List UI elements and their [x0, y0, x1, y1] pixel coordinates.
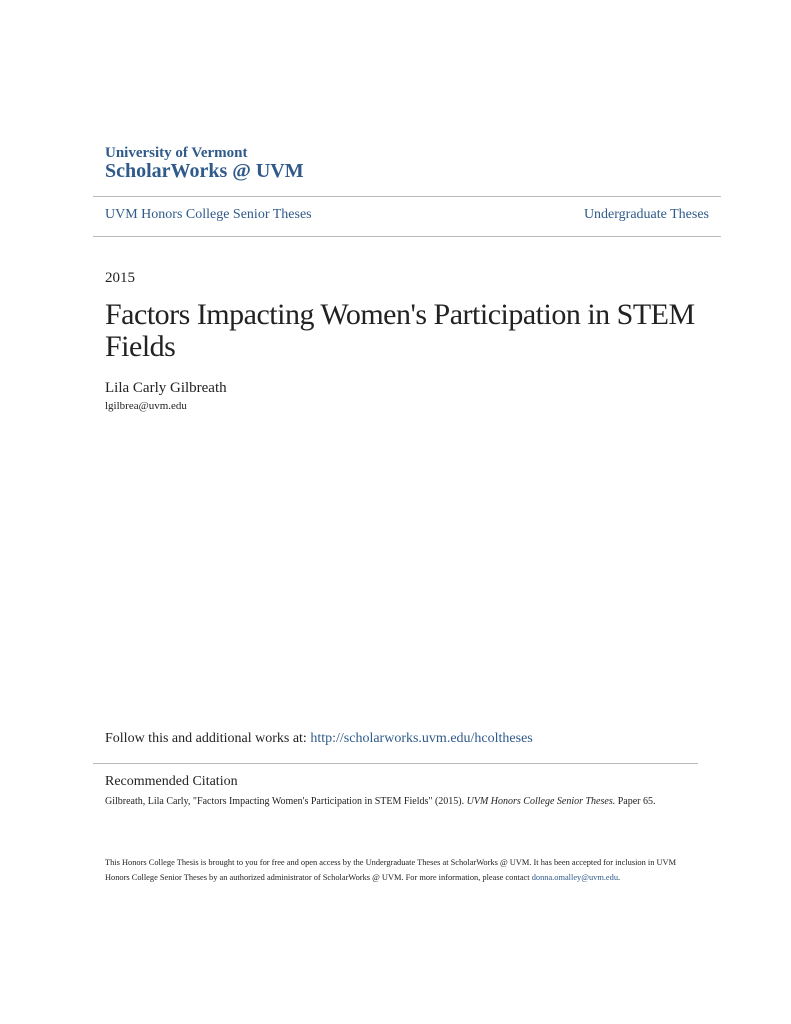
- notice-text: This Honors College Thesis is brought to you for free and open access by the Undergraduate Theses at ScholarWorks @ UVM. It has been accepted for inclusion in UVM Honors College Senior Theses by an authorized administrator of ScholarWorks @ UVM. For more information, please contact: [105, 858, 677, 882]
- collection-link[interactable]: Undergraduate Theses: [583, 207, 709, 222]
- university-name: University of Vermont: [105, 145, 248, 161]
- author-name: Lila Carly Gilbreath: [105, 380, 227, 396]
- citation-series: UVM Honors College Senior Theses.: [466, 796, 616, 807]
- recommended-citation-heading: Recommended Citation: [105, 774, 238, 789]
- citation-text: [105, 796, 656, 807]
- paper-title: Factors Impacting Women's Participation in STEM Fields: [105, 298, 695, 363]
- citation-end: Paper 65.: [615, 796, 656, 807]
- header-divider-bottom: [93, 236, 721, 237]
- follow-prefix: Follow this and additional works at:: [105, 731, 311, 746]
- contact-email-link[interactable]: donna.omalley@uvm.edu: [531, 872, 619, 882]
- repository-name[interactable]: ScholarWorks @ UVM: [105, 160, 304, 182]
- notice-end: .: [618, 872, 621, 882]
- series-link[interactable]: UVM Honors College Senior Theses: [105, 207, 312, 222]
- access-notice: [105, 856, 695, 885]
- publication-year: 2015: [105, 270, 135, 286]
- citation-start: Gilbreath, Lila Carly, "Factors Impacting Women's Participation in STEM Fields" (2015).: [105, 796, 467, 807]
- citation-divider: [93, 763, 698, 764]
- follow-line: [105, 731, 533, 747]
- follow-url-link[interactable]: http://scholarworks.uvm.edu/hcoltheses: [310, 731, 533, 746]
- header-divider-top: [93, 196, 721, 197]
- author-email: lgilbrea@uvm.edu: [105, 400, 187, 412]
